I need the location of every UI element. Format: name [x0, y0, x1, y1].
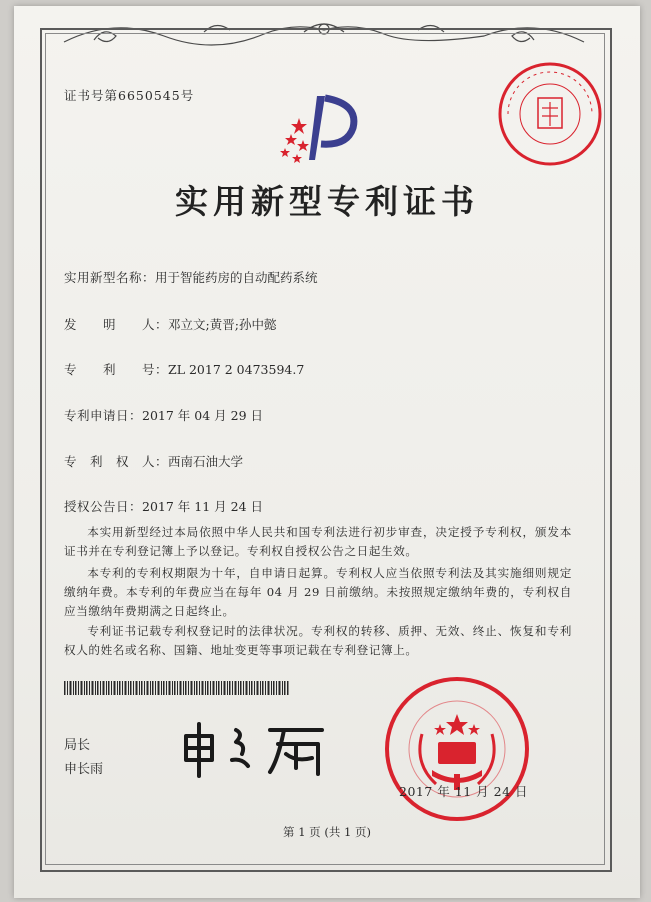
- field-utility-model-name: [64, 268, 318, 286]
- field-value: 邓立文;黄晋;孙中懿: [168, 317, 277, 332]
- field-inventors: [64, 315, 276, 333]
- signatory-title: 局长: [64, 738, 91, 753]
- field-value: 2017 年 11 月 24 日: [142, 499, 264, 514]
- field-key: 实用新型名称：: [64, 270, 156, 285]
- page-indicator: 第 1 页 (共 1 页): [283, 825, 371, 839]
- field-key: 专利申请日：: [64, 408, 143, 423]
- field-patentee: [64, 452, 243, 470]
- certificate-page: [14, 6, 640, 898]
- tax-stamp-icon: [494, 58, 606, 170]
- field-value: 2017 年 04 月 29 日: [142, 408, 264, 423]
- paragraph-grant: 本实用新型经过本局依照中华人民共和国专利法进行初步审查，决定授予专利权，颁发本证书并在专利登记簿上予以登记。专利权自授权公告之日起生效。: [64, 525, 572, 558]
- field-grant-date: [64, 497, 263, 515]
- field-key: 发 明 人：: [64, 317, 169, 332]
- seal-date: 2017 年 11 月 24 日: [399, 784, 528, 799]
- cnipa-seal-icon: [382, 674, 532, 824]
- certificate-number-value: 6650545: [118, 88, 181, 103]
- certificate-title: 实用新型专利证书: [175, 182, 479, 221]
- paragraph-term: 本专利的专利权期限为十年，自申请日起算。专利权人应当依照专利法及其实施细则规定缴纳年费。本专利的年费应当在每年 04 月 29 日前缴纳。未按照规定缴纳年费的，专利权自应当缴纳年费期满之日起终止。: [64, 566, 572, 618]
- field-application-date: [64, 406, 263, 424]
- certificate-number: [64, 86, 194, 104]
- field-value: 用于智能药房的自动配药系统: [155, 270, 318, 285]
- field-value: 西南石油大学: [168, 454, 244, 469]
- field-key: 授权公告日：: [64, 499, 143, 514]
- certificate-number-label: 证书号第: [64, 88, 119, 103]
- cnipa-logo-icon: [269, 88, 369, 168]
- paragraph-legal-status: 专利证书记载专利权登记时的法律状况。专利权的转移、质押、无效、终止、恢复和专利权人的姓名或名称、国籍、地址变更等事项记载在专利登记簿上。: [64, 624, 572, 657]
- certificate-number-suffix: 号: [180, 88, 195, 103]
- field-value: ZL 2017 2 0473594.7: [168, 362, 305, 377]
- barcode-icon: [64, 681, 289, 695]
- field-key: 专 利 号：: [64, 362, 169, 377]
- signatory-name: 申长雨: [64, 762, 104, 777]
- field-patent-number: [64, 360, 304, 378]
- handwritten-signature-icon: [174, 714, 344, 784]
- field-key: 专 利 权 人：: [64, 454, 169, 469]
